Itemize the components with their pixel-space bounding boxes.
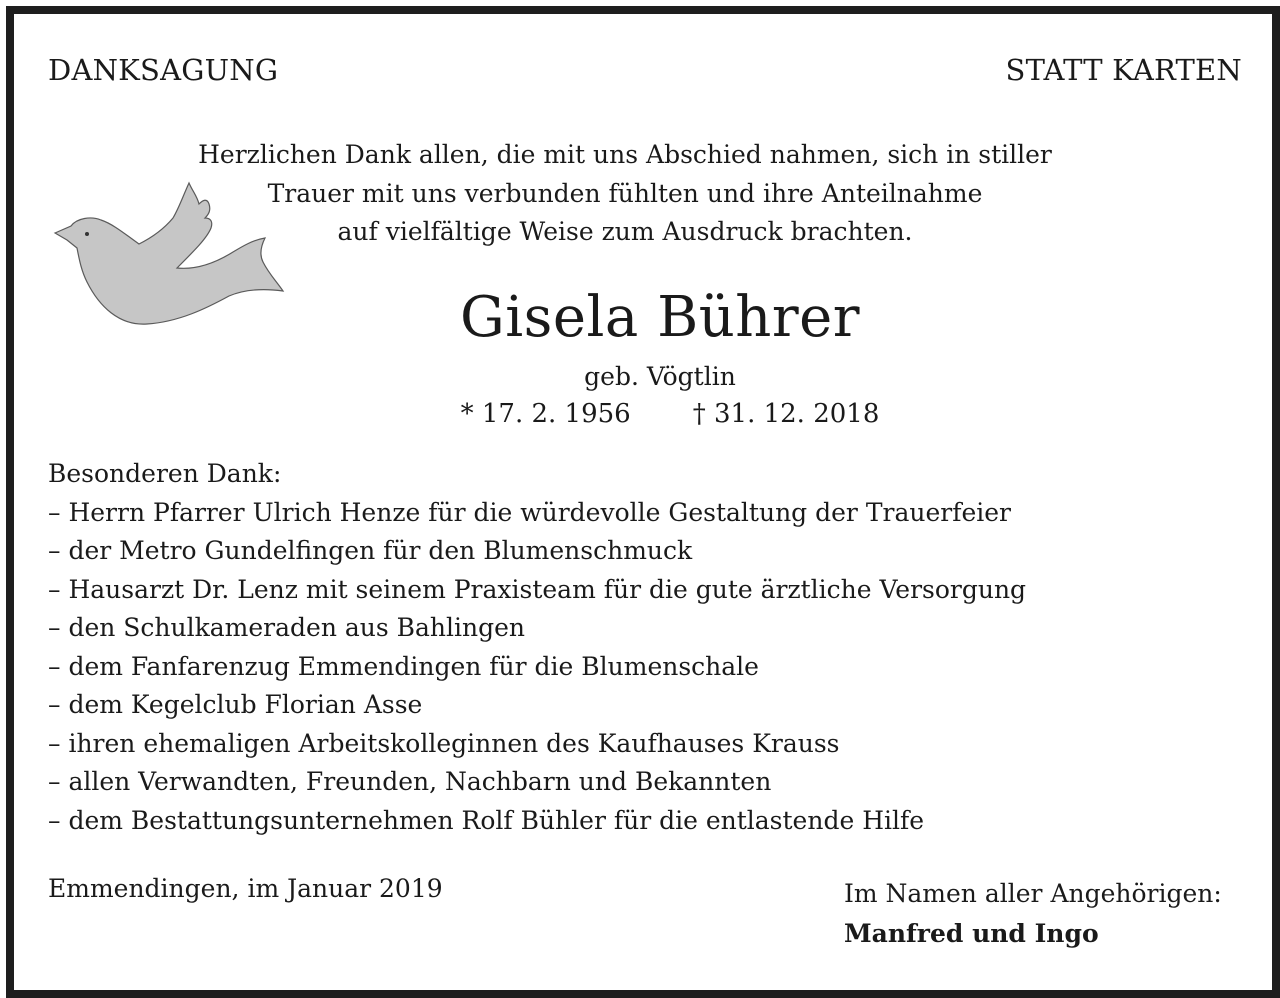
list-item: – der Metro Gundelfingen für den Blumenschmuck <box>48 536 693 565</box>
list-item: – allen Verwandten, Freunden, Nachbarn und Bekannten <box>48 767 772 796</box>
dove-body-shape <box>55 183 283 324</box>
on-behalf-text: Im Namen aller Angehörigen: <box>844 879 1222 908</box>
dove-icon <box>47 178 287 332</box>
header-statt-karten: STATT KARTEN <box>1005 53 1242 87</box>
life-dates <box>380 399 960 429</box>
list-item: – ihren ehemaligen Arbeitskolleginnen des Kaufhauses Krauss <box>48 728 840 758</box>
list-item: – Herrn Pfarrer Ulrich Henze für die würdevolle Gestaltung der Trauerfeier <box>48 497 1011 527</box>
list-item: – dem Fanfarenzug Emmendingen für die Blumenschale <box>48 651 759 681</box>
place-date: Emmendingen, im Januar 2019 <box>48 874 443 903</box>
list-item: – dem Bestattungsunternehmen Rolf Bühler für die entlastende Hilfe <box>48 805 925 835</box>
signatories: Manfred und Ingo <box>844 919 1099 948</box>
signoff <box>844 874 1222 954</box>
intro-line: Herzlichen Dank allen, die mit uns Abschied nahmen, sich in stiller <box>198 140 1052 169</box>
header-danksagung: DANKSAGUNG <box>48 53 279 87</box>
dove-eye <box>85 232 89 236</box>
list-item: – dem Kegelclub Florian Asse <box>48 690 423 719</box>
thanks-heading: Besonderen Dank: <box>48 459 282 488</box>
birth-name: geb. Vögtlin <box>584 362 736 391</box>
deceased-name: Gisela Bührer <box>459 285 861 350</box>
death-date: † 31. 12. 2018 <box>692 399 880 429</box>
intro-line: Trauer mit uns verbunden fühlten und ihre Anteilnahme <box>267 178 983 208</box>
birth-date: * 17. 2. 1956 <box>460 399 631 429</box>
list-item: – Hausarzt Dr. Lenz mit seinem Praxisteam für die gute ärztliche Versorgung <box>48 574 1027 604</box>
intro-line: auf vielfältige Weise zum Ausdruck brachten. <box>337 217 913 246</box>
list-item: – den Schulkameraden aus Bahlingen <box>48 613 526 642</box>
thanks-list <box>48 455 1026 840</box>
